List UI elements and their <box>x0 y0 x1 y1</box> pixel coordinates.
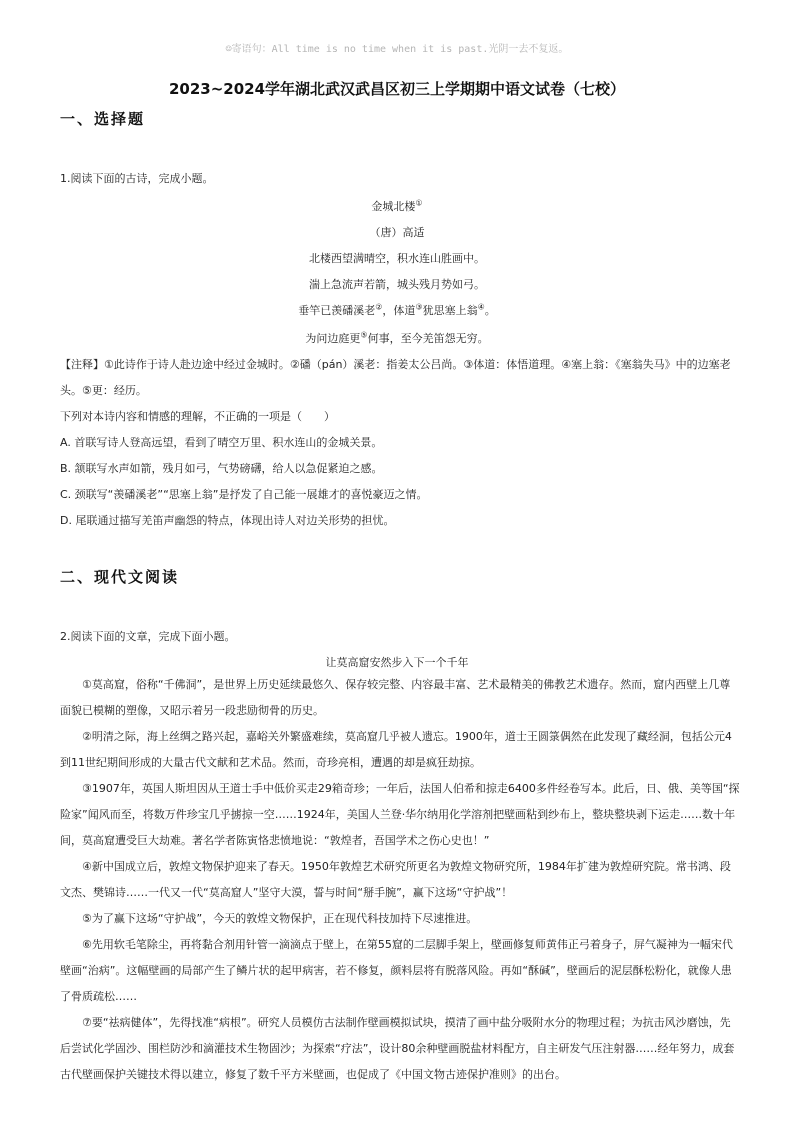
footnote-mark: ② <box>375 302 383 312</box>
poem-line-3-part: 垂竿已羡磻溪老 <box>298 304 376 317</box>
footnote-mark: ④ <box>477 302 485 312</box>
q1-question: 下列对本诗内容和情感的理解，不正确的一项是（ ） <box>60 410 335 423</box>
option-a: A. 首联写诗人登高远望，看到了晴空万里、积水连山的金城关景。 <box>60 436 383 449</box>
q1-intro: 1.阅读下面的古诗，完成小题。 <box>60 172 214 185</box>
footnote-mark: ① <box>415 198 423 208</box>
poem-annotation: 【注释】①此诗作于诗人赴边途中经过金城时。②磻（pán）溪老：指姜太公吕尚。③体道：体悟道理。④塞上翁：《塞翁失马》中的边塞老头。⑤更：经历。 <box>60 358 731 397</box>
poem-line-3-part: 。 <box>484 304 496 317</box>
q2-intro: 2.阅读下面的文章，完成下面小题。 <box>60 630 236 643</box>
poem-author: （唐）高适 <box>369 226 425 239</box>
article-title: 让莫高窟安然步入下一个千年 <box>325 656 469 669</box>
poem-line-4-part: 为问边庭更 <box>305 332 361 345</box>
poem-line-4 <box>0 330 794 346</box>
poem-title <box>0 198 794 214</box>
poem-title-text: 金城北楼 <box>371 200 416 213</box>
poem-line-4-part: 何事，至今羌笛怨无穷。 <box>367 332 489 345</box>
option-c: C. 颈联写“羡磻溪老”“思塞上翁”是抒发了自己能一展雄才的喜悦豪迈之情。 <box>60 488 428 501</box>
section-heading-choice: 一、选择题 <box>60 110 146 128</box>
page-title: 2023~2024学年湖北武汉武昌区初三上学期期中语文试卷（七校） <box>168 80 626 98</box>
poem-line-3 <box>0 302 794 318</box>
article-paragraph-2: ②明清之际，海上丝绸之路兴起，嘉峪关外繁盛难续，莫高窟几乎被人遗忘。1900年，道士王圆箓偶然在此发现了藏经洞，包括公元4到11世纪期间形成的大量古代文献和艺术品。然而，奇珍亮相，遭遇的却是疯狂劫掠。 <box>60 730 732 769</box>
poem-line-3-part: 犹思塞上翁 <box>422 304 478 317</box>
section-heading-reading: 二、现代文阅读 <box>60 568 180 586</box>
poem-line-2: 湍上急流声若箭，城头残月势如弓。 <box>309 278 485 291</box>
footnote-mark: ⑤ <box>360 330 368 340</box>
poem-line-3-part: ，体道 <box>382 304 416 317</box>
poem-line-1: 北楼西望满晴空，积水连山胜画中。 <box>309 252 485 265</box>
option-b: B. 颔联写水声如箭，残月如弓，气势磅礴，给人以急促紧迫之感。 <box>60 462 383 475</box>
article-paragraph-3: ③1907年，英国人斯坦因从王道士手中低价买走29箱奇珍；一年后，法国人伯希和掠走6400多件经卷写本。此后，日、俄、美等国“探险家”闻风而至，将数万件珍宝几乎掳掠一空……1924年，美国人兰登·华尔纳用化学溶剂把壁画粘到纱布上，整块整块剥下运走……数十年间，莫高窟遭受巨大劫难。著名学者陈寅恪悲愤地说：“敦煌者，吾国学术之伤心史也！” <box>60 782 740 847</box>
header-motto: ☺寄语句：All time is no time when it is past.光阴一去不复返。 <box>225 44 569 55</box>
article-paragraph-4: ④新中国成立后，敦煌文物保护迎来了春天。1950年敦煌艺术研究所更名为敦煌文物研究所，1984年扩建为敦煌研究院。常书鸿、段文杰、樊锦诗……一代又一代“莫高窟人”坚守大漠，誓与时间“掰手腕”，赢下这场“守护战”！ <box>60 860 731 899</box>
article-paragraph-1: ①莫高窟，俗称“千佛洞”，是世界上历史延续最悠久、保存较完整、内容最丰富、艺术最精美的佛教艺术遗存。然而，窟内西壁上几尊面貌已模糊的塑像，又昭示着另一段悲励彻骨的历史。 <box>60 678 731 717</box>
article-paragraph-6: ⑥先用软毛笔除尘，再将黏合剂用针管一滴滴点于壁上，在第55窟的二层脚手架上，壁画修复师黄伟正弓着身子，屏气凝神为一幅宋代壁画“治病”。这幅壁画的局部产生了鳞片状的起甲病害，若不修复，颜料层将有脱落风险。再如“酥碱”，壁画后的泥层酥松粉化，就像人患了骨质疏松…… <box>60 938 733 1003</box>
article-paragraph-5: ⑤为了赢下这场“守护战”，今天的敦煌文物保护，正在现代科技加持下尽速推进。 <box>82 912 478 925</box>
option-d: D. 尾联通过描写羌笛声幽怨的特点，体现出诗人对边关形势的担忧。 <box>60 514 395 527</box>
article-paragraph-7: ⑦要“祛病健体”，先得找准“病根”。研究人员模仿古法制作壁画模拟试块，摸清了画中盐分吸附水分的物理过程；为抗击风沙磨蚀，先后尝试化学固沙、围栏防沙和滴灌技术生物固沙；为探索“疗法”，设计80余种壁画脱盐材料配方，自主研发气压注射器……经年努力，成套古代壁画保护关键技术得以建立，修复了数千平方米壁画，也促成了《中国文物古迹保护准则》的出台。 <box>60 1016 735 1081</box>
footnote-mark: ③ <box>415 302 423 312</box>
